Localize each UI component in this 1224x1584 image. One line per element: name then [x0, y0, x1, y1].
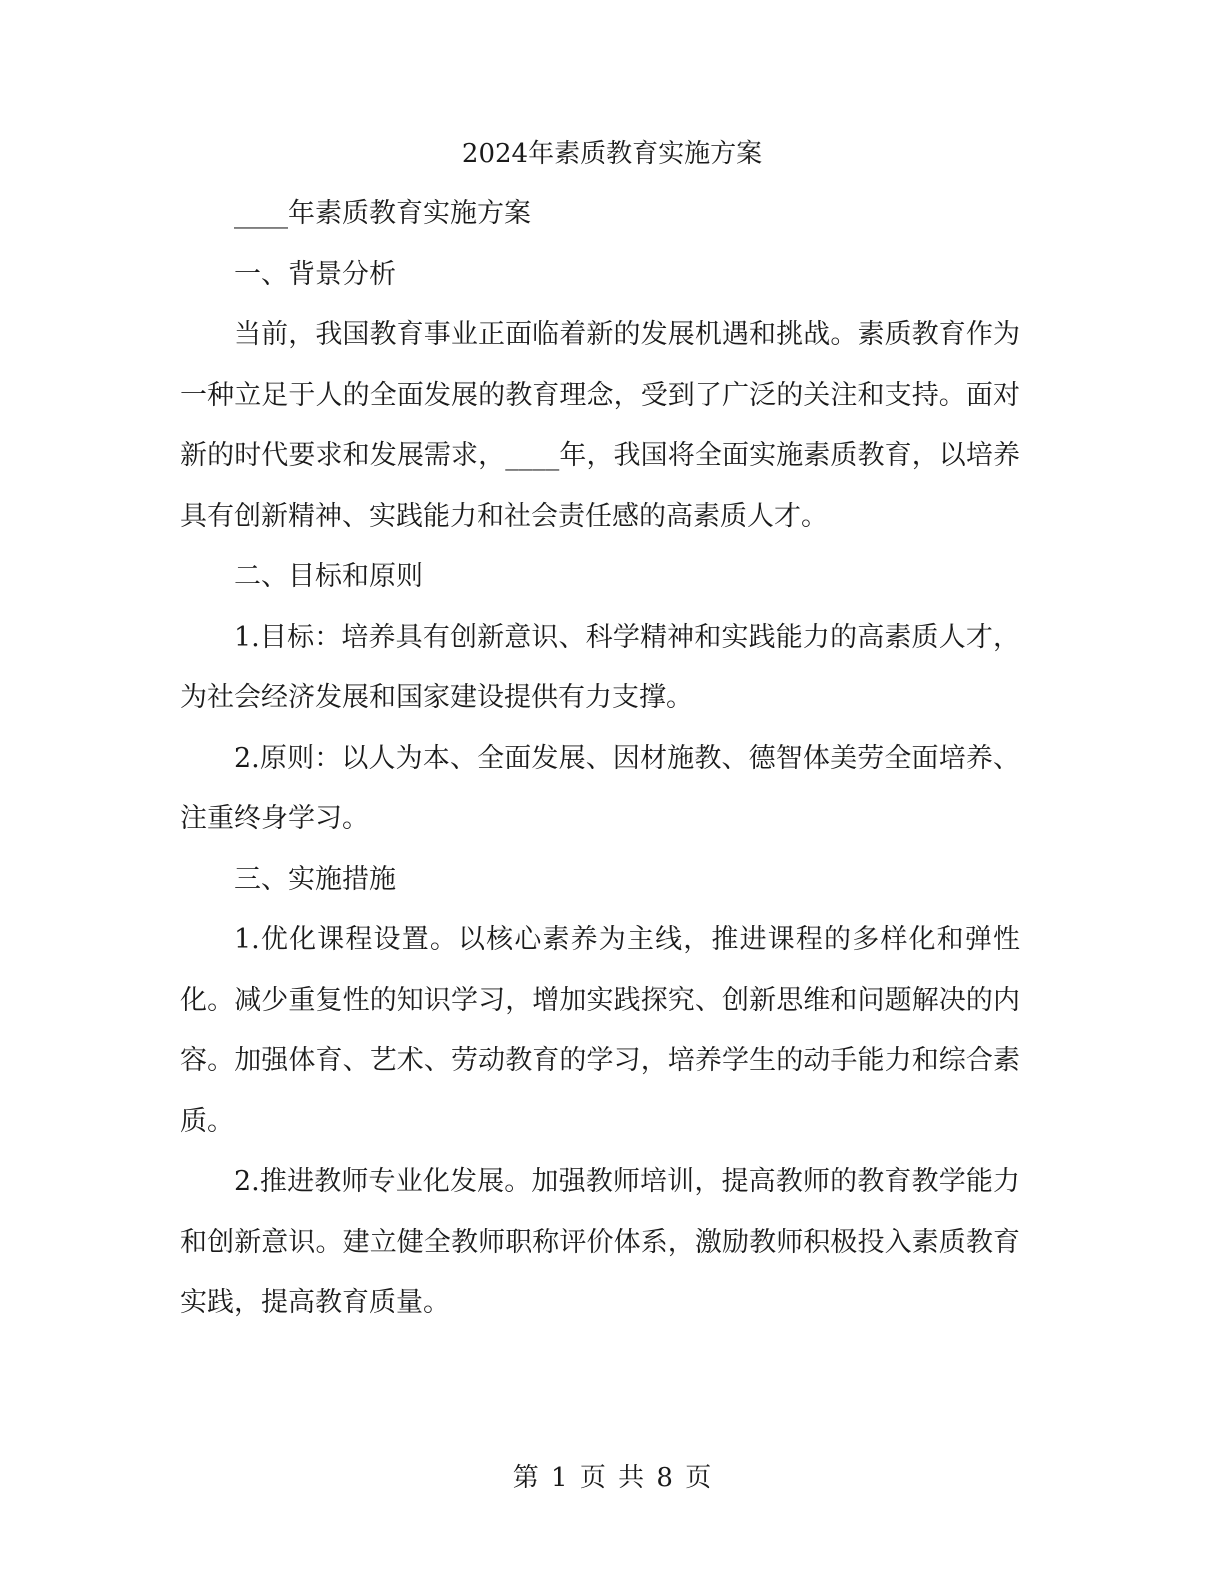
section-heading-measures: 三、实施措施: [234, 863, 396, 895]
section-heading-background: 一、背景分析: [234, 258, 396, 290]
page-number-footer: 第 1 页 共 8 页: [512, 1463, 712, 1493]
document-body: [180, 184, 1020, 1334]
principle-paragraph: 2.原则：以人为本、全面发展、因材施教、德智体美劳全面培养、注重终身学习。: [180, 742, 1020, 834]
measure-2-paragraph: 2.推进教师专业化发展。加强教师培训，提高教师的教育教学能力和创新意识。建立健全教师职称评价体系，激励教师积极投入素质教育实践，提高教育质量。: [180, 1166, 1020, 1318]
goal-paragraph: 1.目标：培养具有创新意识、科学精神和实践能力的高素质人才，为社会经济发展和国家建设提供有力支撑。: [180, 621, 1020, 713]
document-title: 2024年素质教育实施方案: [461, 139, 763, 169]
section-heading-goals: 二、目标和原则: [234, 561, 423, 592]
measure-1-paragraph: 1.优化课程设置。以核心素养为主线，推进课程的多样化和弹性化。减少重复性的知识学习，增加实践探究、创新思维和问题解决的内容。加强体育、艺术、劳动教育的学习，培养学生的动手能力和综合素质。: [180, 924, 1020, 1137]
subtitle-paragraph: ____年素质教育实施方案: [234, 198, 531, 229]
background-paragraph: 当前，我国教育事业正面临着新的发展机遇和挑战。素质教育作为一种立足于人的全面发展的教育理念，受到了广泛的关注和支持。面对新的时代要求和发展需求，____年，我国将全面实施素质教育，以培养具有创新精神、实践能力和社会责任感的高素质人才。: [180, 319, 1020, 532]
